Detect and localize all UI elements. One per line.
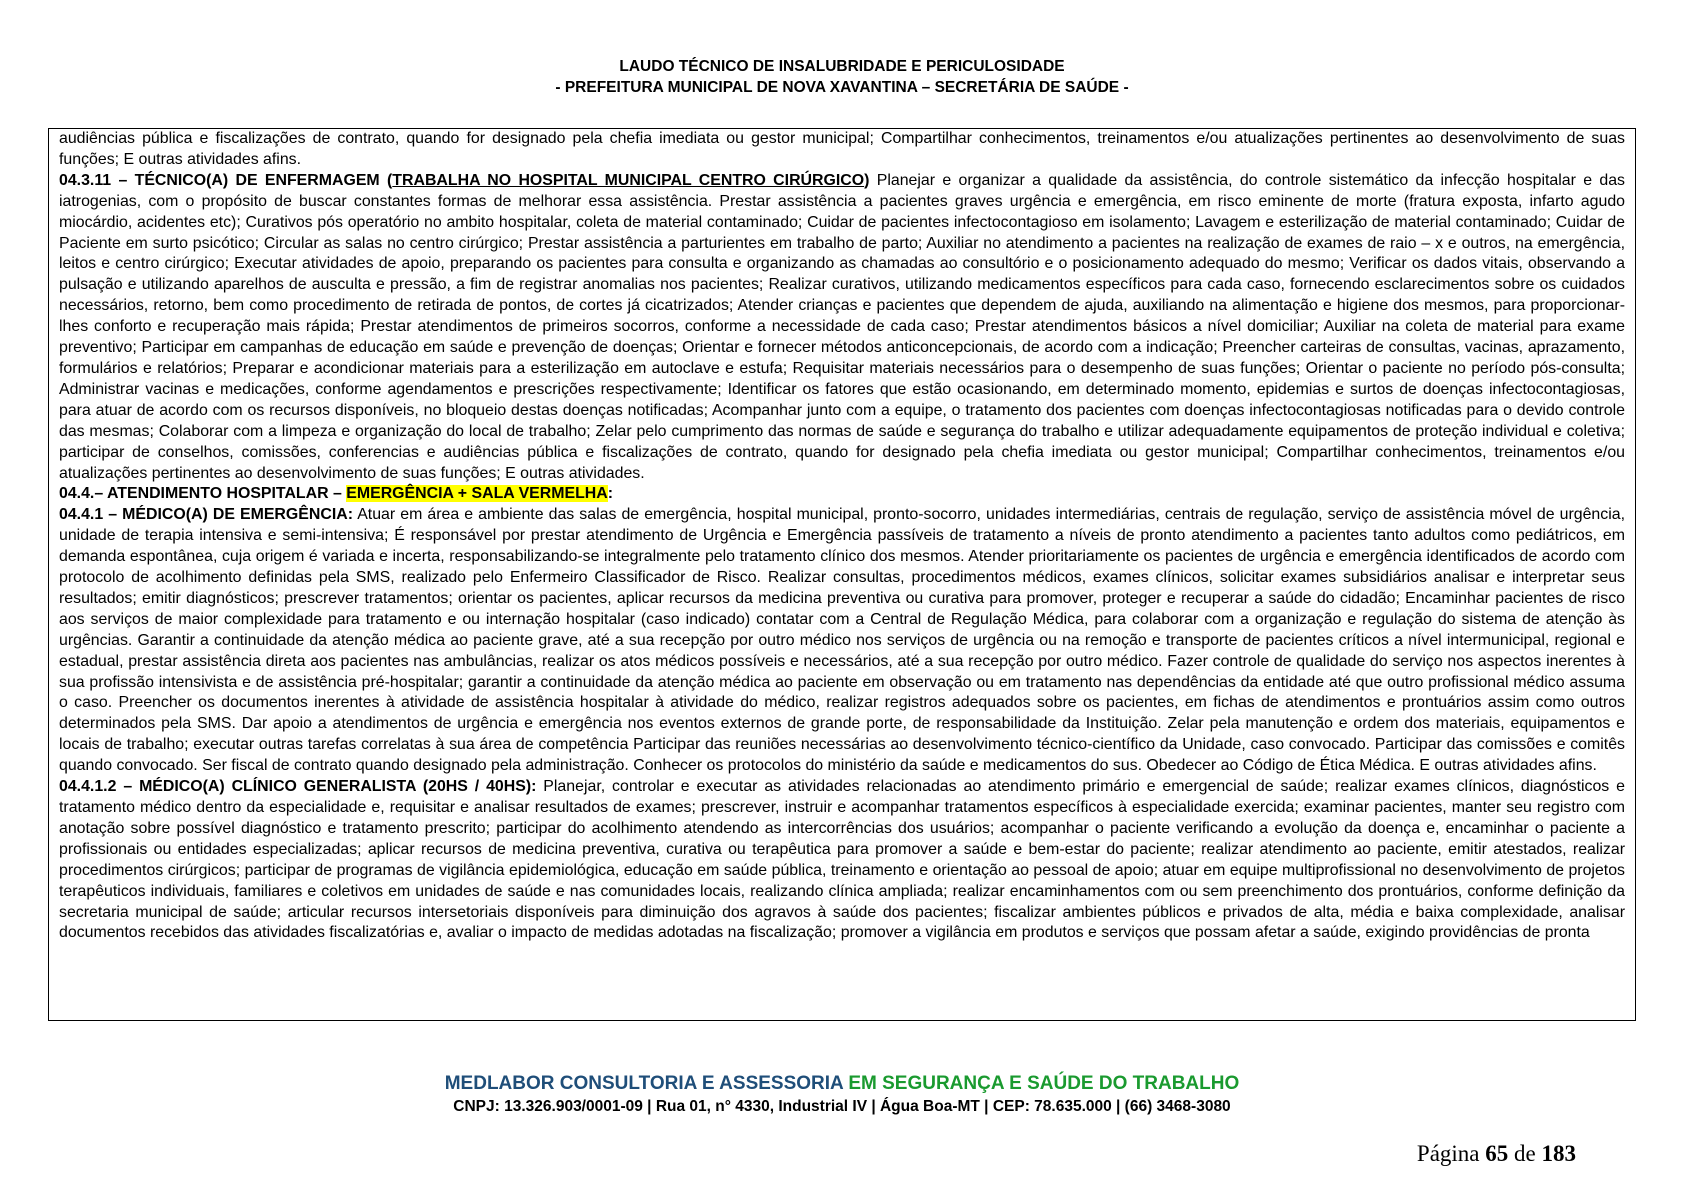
footer-company-name: MEDLABOR CONSULTORIA E ASSESSORIA: [444, 1073, 844, 1094]
page-of: de: [1508, 1141, 1542, 1166]
page-total: 183: [1541, 1141, 1576, 1166]
section-medico-emergencia: [49, 505, 1635, 777]
section-heading-underlined: TRABALHA NO HOSPITAL MUNICIPAL CENTRO CIRÚRGICO: [392, 171, 865, 189]
section-tecnico-enfermagem: [49, 171, 1635, 485]
section-heading-suffix: :: [607, 485, 614, 503]
footer-address: CNPJ: 13.326.903/0001-09 | Rua 01, n° 4330, Industrial IV | Água Boa-MT | CEP: 78.635.000 | (66) 3468-3080: [453, 1098, 1231, 1115]
page-current: 65: [1485, 1141, 1509, 1166]
section-heading: 04.4.1 – MÉDICO(A) DE EMERGÊNCIA:: [59, 506, 353, 524]
section-atendimento-hospitalar: [49, 484, 1635, 505]
page-label: Página: [1416, 1141, 1486, 1166]
footer-company-tagline: EM SEGURANÇA E SAÚDE DO TRABALHO: [843, 1073, 1240, 1094]
section-heading: 04.3.11 – TÉCNICO(A) DE ENFERMAGEM (: [59, 171, 393, 189]
content-box: [48, 128, 1636, 1021]
document-title: LAUDO TÉCNICO DE INSALUBRIDADE E PERICULOSIDADE: [619, 58, 1065, 75]
highlighted-text: EMERGÊNCIA + SALA VERMELHA: [346, 485, 608, 503]
section-medico-clinico: [49, 777, 1635, 944]
section-heading-close: ): [864, 171, 870, 189]
section-heading: 04.4.– ATENDIMENTO HOSPITALAR –: [59, 485, 347, 503]
section-heading: 04.4.1.2 – MÉDICO(A) CLÍNICO GENERALISTA (20HS / 40HS):: [59, 778, 537, 796]
section-body: Planejar e organizar a qualidade da assistência, do controle sistemático da infecção hospitalar e das iatrogenias, com o propósito de buscar constantes formas de melhorar essa assistência. Prestar assistência a pacientes graves urgência e emergência, em risco eminente de morte (fratura exposta, infarto agudo miocárdio, acidentes etc); Curativos pós operatório no ambito hospitalar, coleta de material contaminado; Cuidar de pacientes infectocontagioso em isolamento; Lavagem e esterilização de material contaminado; Cuidar de Paciente em surto psicótico; Circular as salas no centro cirúrgico; Prestar assistência a parturientes em trabalho de parto; Auxiliar no atendimento a pacientes na realização de exames de raio – x e outros, na emergência, leitos e centro cirúrgico; Executar atividades de apoio, preparando os pacientes para consulta e organizando as chamadas ao consultório e o posicionamento adequado do mesmo; Verificar os dados vitais, observando a pulsação e utilizando aparelhos de ausculta e pressão, a fim de registrar anomalias nos pacientes; Realizar curativos, utilizando medicamentos específicos para cada caso, fornecendo esclarecimentos sobre os cuidados necessários, retorno, bem como procedimento de retirada de pontos, de cortes já cicatrizados; Atender crianças e pacientes que dependem de ajuda, auxiliando na alimentação e higiene dos mesmos, para proporcionar-lhes conforto e recuperação mais rápida; Prestar atendimentos de primeiros socorros, conforme a necessidade de cada caso; Prestar atendimentos básicos a nível domiciliar; Auxiliar na coleta de material para exame preventivo; Participar em campanhas de educação em saúde e prevenção de doenças; Orientar e fornecer métodos anticoncepcionais, de acordo com a indicação; Preencher carteiras de consultas, vacinas, aprazamento, formulários e relatórios; Preparar e acondicionar materiais para a esterilização em autoclave e estufa; Requisitar materiais necessários para o desempenho de suas funções; Orientar o paciente no período pós-consulta; Administrar vacinas e medicações, conforme agendamentos e prescrições respectivamente; Identificar os fatores que estão ocasionando, em determinado momento, epidemias e surtos de doenças infectocontagiosas, para atuar de acordo com os recursos disponíveis, no bloqueio destas doenças notificadas; Acompanhar junto com a equipe, o tratamento dos pacientes com doenças infectocontagiosas notificadas para o devido controle das mesmas; Colaborar com a limpeza e organização do local de trabalho; Zelar pelo cumprimento das normas de saúde e segurança do trabalho e utilizar adequadamente equipamentos de proteção individual e coletiva; participar de conselhos, comissões, conferencias e audiências pública e fiscalizações de contrato, quando for designado pela chefia imediata ou gestor municipal; Compartilhar conhecimentos, treinamentos e/ou atualizações pertinentes ao desenvolvimento de suas funções; E outras atividades.: [59, 171, 1625, 482]
section-body: Planejar, controlar e executar as atividades relacionadas ao atendimento primário e emergencial de saúde; realizar exames clínicos, diagnósticos e tratamento médico dentro da especialidade e, requisitar e analisar resultados de exames; prescrever, instruir e acompanhar tratamentos específicos à especialidade exercida; examinar pacientes, manter seu registro com anotação sobre possível diagnóstico e tratamento prescrito; participar do acolhimento atendendo as intercorrências dos usuários; acompanhar o paciente verificando a evolução da doença e, encaminhar o paciente a profissionais ou entidades especializadas; aplicar recursos de medicina preventiva, curativa ou terapêutica para promover a saúde e bem-estar do paciente; realizar atendimento ao paciente, emitir atestados, realizar procedimentos cirúrgicos; participar de programas de vigilância epidemiológica, educação em saúde pública, treinamento e orientação ao pessoal de apoio; atuar em equipe multiprofissional no desenvolvimento de projetos terapêuticos individuais, familiares e coletivos em unidades de saúde e nas comunidades locais, realizando clínica ampliada; realizar encaminhamentos com ou sem preenchimento dos prontuários, conforme definição da secretaria municipal de saúde; articular recursos intersetoriais disponíveis para diminuição dos agravos à saúde dos pacientes; fiscalizar ambientes públicos e privados de alta, média e baixa complexidade, analisar documentos recebidos das atividades fiscalizatórias e, avaliar o impacto de medidas adotadas na fiscalização; promover a vigilância em produtos e serviços que possam afetar a saúde, exigindo providências de pronta: [59, 778, 1625, 942]
footer-company: [0, 1073, 1684, 1095]
continuation-paragraph: audiências pública e fiscalizações de contrato, quando for designado pela chefia imediata ou gestor municipal; Compartilhar conhecimentos, treinamentos e/ou atualizações pertinentes ao desenvolvimento de suas funções; E outras atividades afins.: [59, 130, 1625, 168]
page-number: [1417, 1141, 1576, 1167]
section-body: Atuar em área e ambiente das salas de emergência, hospital municipal, pronto-socorro, unidades intermediárias, centrais de regulação, serviço de assistência móvel de urgência, unidade de terapia intensiva e semi-intensiva; É responsável por prestar atendimento de Urgência e Emergência passíveis de tratamento a níveis de pronto atendimento a pacientes tanto adultos como pediátricos, em demanda espontânea, cuja origem é variada e incerta, responsabilizando-se integralmente pelo tratamento clínico dos mesmos. Atender prioritariamente os pacientes de urgência e emergência identificados de acordo com protocolo de acolhimento definidas pela SMS, realizado pelo Enfermeiro Classificador de Risco. Realizar consultas, procedimentos médicos, exames clínicos, solicitar exames subsidiários analisar e interpretar seus resultados; emitir diagnósticos; prescrever tratamentos; orientar os pacientes, aplicar recursos da medicina preventiva ou curativa para promover, proteger e recuperar a saúde do cidadão; Encaminhar pacientes de risco aos serviços de maior complexidade para tratamento e ou internação hospitalar (caso indicado) contatar com a Central de Regulação Médica, para colaborar com a organização e regulação do sistema de atenção às urgências. Garantir a continuidade da atenção médica ao paciente grave, até a sua recepção por outro médico nos serviços de urgência ou na remoção e transporte de pacientes críticos a nível intermunicipal, regional e estadual, prestar assistência direta aos pacientes nas ambulâncias, realizar os atos médicos possíveis e necessários, até a sua recepção por outro médico. Fazer controle de qualidade do serviço nos aspectos inerentes à sua profissão intensivista e de assistência pré-hospitalar; garantir a continuidade da atenção médica ao paciente em observação ou em tratamento nas dependências da entidade até que outro profissional médico assuma o caso. Preencher os documentos inerentes à atividade de assistência hospitalar à atividade do médico, realizar registros adequados sobre os pacientes, em fichas de atendimentos e prontuários assim como outros determinados pela SMS. Dar apoio a atendimentos de urgência e emergência nos eventos externos de grande porte, de responsabilidade da Instituição. Zelar pela manutenção e ordem dos materiais, equipamentos e locais de trabalho; executar outras tarefas correlatas à sua área de competência Participar das reuniões necessárias ao desenvolvimento técnico-científico da Unidade, caso convocado. Participar das comissões e comitês quando convocado. Ser fiscal de contrato quando designado pela administração. Conhecer os protocolos do ministério da saúde e medicamentos do sus. Obedecer ao Código de Ética Médica. E outras atividades afins.: [59, 506, 1625, 775]
document-subtitle: - PREFEITURA MUNICIPAL DE NOVA XAVANTINA – SECRETÁRIA DE SAÚDE -: [555, 79, 1129, 96]
